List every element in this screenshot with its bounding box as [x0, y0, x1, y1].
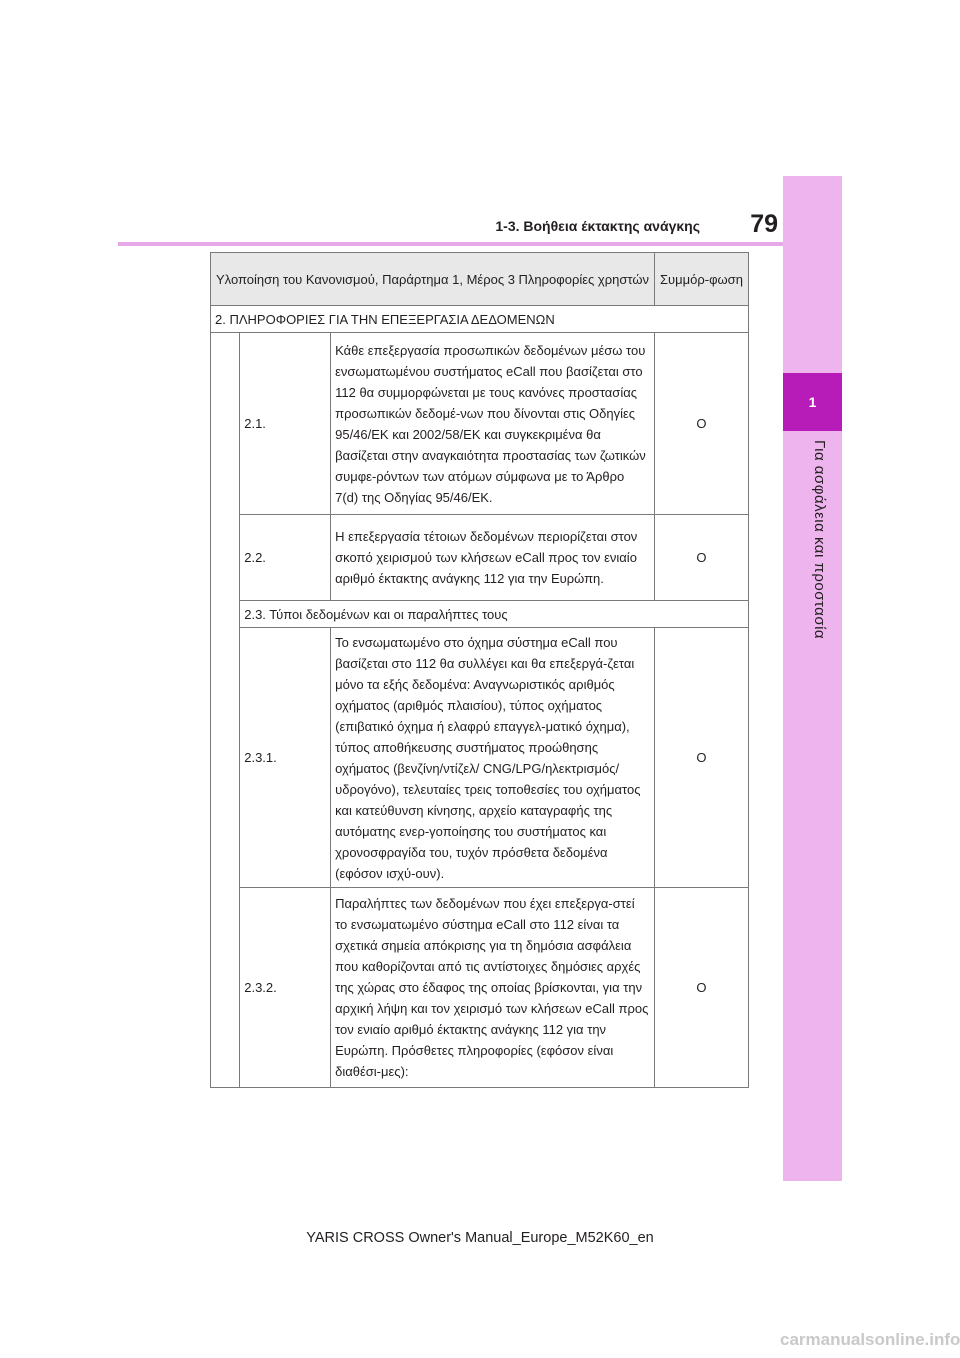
table-row — [211, 515, 749, 601]
row-number: 2.2. — [240, 515, 331, 601]
watermark: carmanualsonline.info — [780, 1330, 960, 1349]
row-compliance: O — [654, 515, 748, 601]
chapter-number: 1 — [783, 373, 842, 431]
compliance-table — [210, 252, 749, 1088]
table-row — [211, 333, 749, 515]
chapter-label: Για ασφάλεια και προστασία — [811, 440, 828, 640]
section-row — [211, 306, 749, 333]
table-row — [211, 628, 749, 888]
row-compliance: O — [654, 628, 748, 888]
footer-manual-id: YARIS CROSS Owner's Manual_Europe_M52K60_en — [306, 1230, 654, 1246]
row-number: 2.3.1. — [240, 628, 331, 888]
section-2-title: 2. ΠΛΗΡΟΦΟΡΙΕΣ ΓΙΑ ΤΗΝ ΕΠΕΞΕΡΓΑΣΙΑ ΔΕΔΟΜΕΝΩΝ — [211, 306, 749, 333]
section-title: 1-3. Βοήθεια έκτακτης ανάγκης — [495, 218, 700, 234]
row-text: Παραλήπτες των δεδομένων που έχει επεξεργα-στεί το ενσωματωμένο σύστημα eCall στο 112 είναι τα σχετικά σημεία απόκρισης για τη δημόσια ασφάλεια που καθορίζονται από τις αντίστοιχες δημόσιες αρχές της χώρας στο έδαφος της οποίας βρίσκονται, για την αρχική λήψη και τον χειρισμό των κλήσεων eCall προς τον ενιαίο αριθμό έκτακτης ανάγκης 112 για την Ευρώπη. Πρόσθετες πληροφορίες (εφόσον είναι διαθέσι-μες): — [331, 888, 655, 1088]
row-compliance: O — [654, 333, 748, 515]
chapter-side-tab — [783, 176, 842, 1181]
row-text: Κάθε επεξεργασία προσωπικών δεδομένων μέσω του ενσωματωμένου συστήματος eCall που βασίζεται στο 112 θα συμμορφώνεται με τους κανόνες προστασίας προσωπικών δεδομέ-νων που δίνονται στις Οδηγίες 95/46/ΕΚ και 2002/58/ΕΚ και συγκεκριμένα θα βασίζεται στην αναγκαιότητα προστασίας των ζωτικών συμφε-ρόντων των ατόμων σύμφωνα με το Άρθρο 7(d) της Οδηγίας 95/46/ΕΚ. — [331, 333, 655, 515]
row-number: 2.3.2. — [240, 888, 331, 1088]
header-divider — [118, 242, 783, 246]
table-row — [211, 888, 749, 1088]
indent-cell — [211, 333, 240, 1088]
row-compliance: O — [654, 888, 748, 1088]
section-2-3-title: 2.3. Τύποι δεδομένων και οι παραλήπτες τους — [240, 601, 749, 628]
col-header-main: Υλοποίηση του Κανονισμού, Παράρτημα 1, Μέρος 3 Πληροφορίες χρηστών — [211, 253, 655, 306]
section-row — [211, 601, 749, 628]
row-number: 2.1. — [240, 333, 331, 515]
page-number: 79 — [750, 210, 778, 238]
table-header-row — [211, 253, 749, 306]
col-header-status: Συμμόρ-φωση — [654, 253, 748, 306]
row-text: Η επεξεργασία τέτοιων δεδομένων περιορίζεται στον σκοπό χειρισμού των κλήσεων eCall προς τον ενιαίο αριθμό έκτακτης ανάγκης 112 για την Ευρώπη. — [331, 515, 655, 601]
row-text: Το ενσωματωμένο στο όχημα σύστημα eCall που βασίζεται στο 112 θα συλλέγει και θα επεξεργά-ζεται μόνο τα εξής δεδομένα: Αναγνωριστικός αριθμός οχήματος (αριθμός πλαισίου), τύπος οχήματος (επιβατικό όχημα ή ελαφρύ επαγγελ-ματικό όχημα), τύπος αποθήκευσης συστήματος προώθησης οχήματος (βενζίνη/ντίζελ/ CNG/LPG/ηλεκτρισμός/υδρογόνο), τελευταίες τρεις τοποθεσίες του οχήματος και κατεύθυνση κίνησης, αρχείο καταγραφής της αυτόματης ενερ-γοποίησης του συστήματος και χρονοσφραγίδα του, τυχόν πρόσθετα δεδομένα (εφόσον ισχύ-ουν). — [331, 628, 655, 888]
